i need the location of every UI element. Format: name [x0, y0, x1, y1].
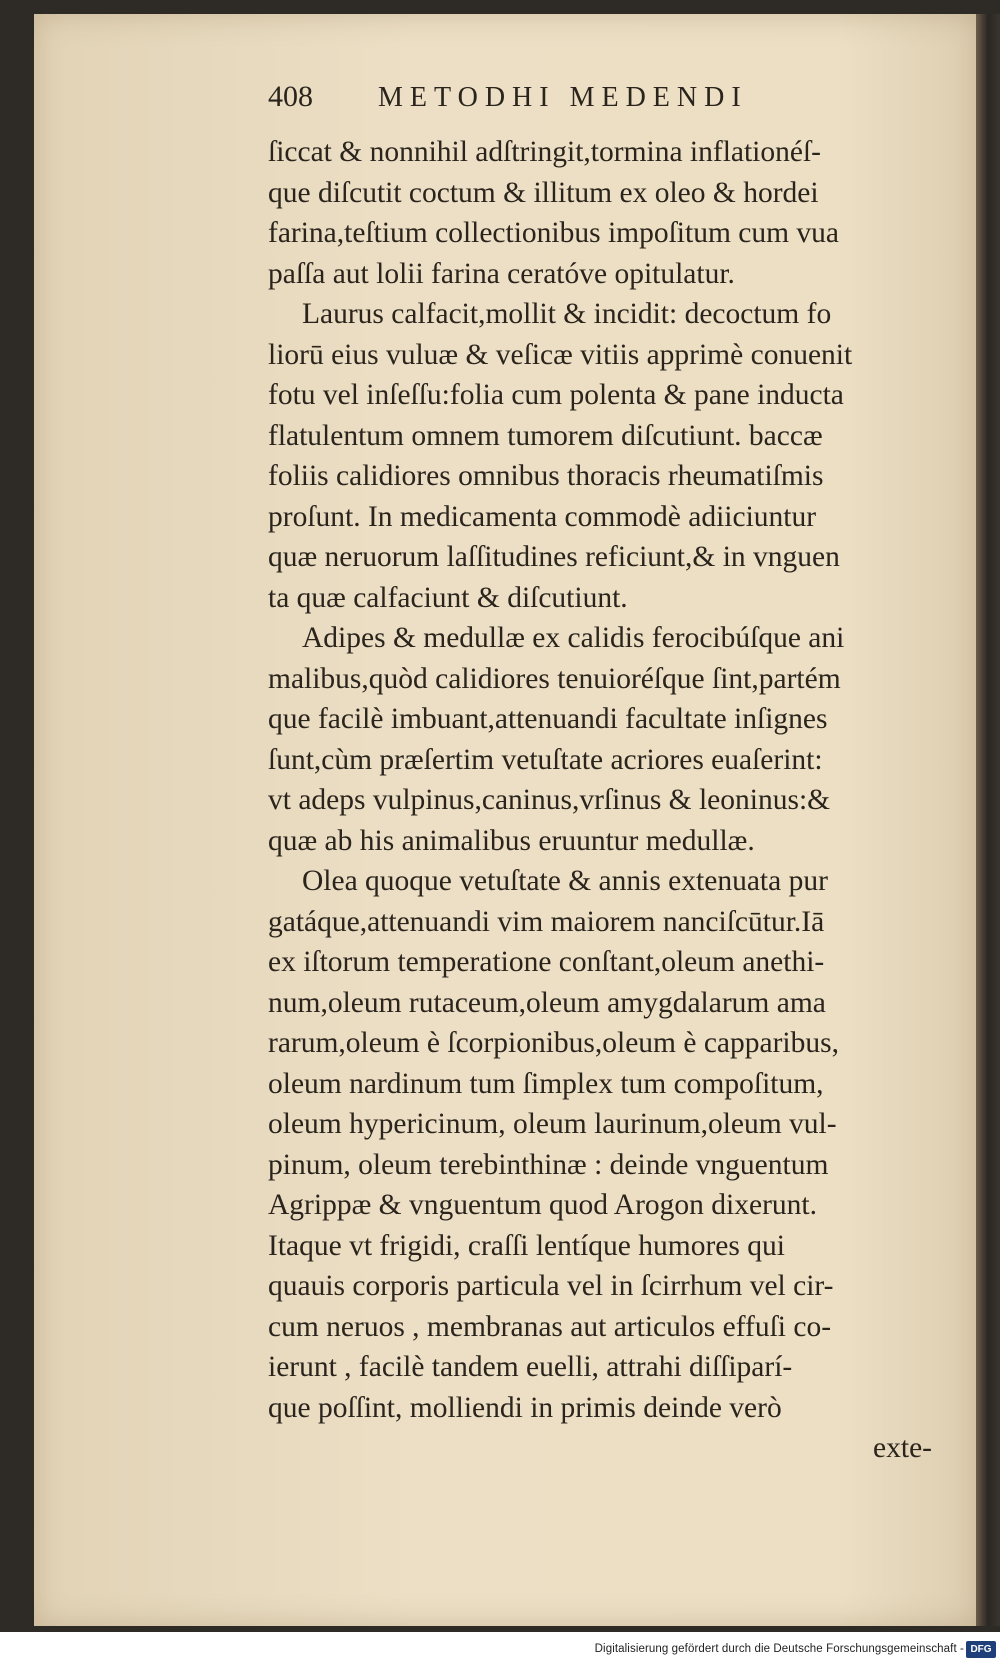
text-line: vt adeps vulpinus,caninus,vrſinus & leoninus:&	[268, 784, 831, 816]
text-line: oleum nardinum tum ſimplex tum compoſitum,	[268, 1067, 824, 1100]
page-header	[268, 80, 948, 132]
page-text	[268, 80, 948, 1469]
text-line: rarum,oleum è ſcorpionibus,oleum è capparibus,	[268, 1027, 839, 1059]
text-line: farina,teſtium collectionibus impoſitum cum vua	[268, 217, 840, 249]
text-line: ex iſtorum temperatione conſtant,oleum anethi-	[268, 946, 825, 978]
text-line: num,oleum rutaceum,oleum amygdalarum ama	[268, 986, 826, 1019]
page-number: 408	[268, 80, 313, 113]
text-line: Laurus calfacit,mollit & incidit: decoctum fo	[302, 298, 832, 330]
text-line: Itaque vt frigidi, craſſi lentíque humores qui	[268, 1229, 785, 1262]
funding-credit: Digitalisierung gefördert durch die Deutsche Forschungsgemeinschaft -	[594, 1643, 964, 1655]
text-line: Olea quoque vetuſtate & annis extenuata pur	[302, 865, 828, 897]
text-line: proſunt. In medicamenta commodè adiiciuntur	[268, 500, 817, 533]
text-line: gatáque,attenuandi vim maiorem nanciſcūtur.Iā	[268, 905, 825, 938]
text-line: quæ neruorum laſſitudines reficiunt,& in vnguen	[268, 541, 840, 573]
text-line: ſiccat & nonnihil adſtringit,tormina inflationéſ-	[268, 136, 821, 168]
text-line: cum neruos , membranas aut articulos effuſi co-	[268, 1310, 832, 1343]
text-line: fotu vel inſeſſu:folia cum polenta & pane inducta	[268, 379, 844, 411]
catchword: exte-	[873, 1432, 932, 1464]
text-line: ta quæ calfaciunt & diſcutiunt.	[268, 581, 628, 614]
text-line: ſunt,cùm præſertim vetuſtate acriores euaſerint:	[268, 743, 823, 776]
dfg-logo: DFG	[966, 1641, 996, 1658]
running-head: METODHI MEDENDI	[378, 82, 748, 113]
text-line: malibus,quòd calidiores tenuioréſque ſint,partém	[268, 662, 841, 695]
text-line: paſſa aut lolii farina ceratóve opitulatur.	[268, 257, 735, 290]
text-line: quæ ab his animalibus eruuntur medullæ.	[268, 824, 755, 857]
text-line: quauis corporis particula vel in ſcirrhum vel cir-	[268, 1270, 834, 1302]
text-line: que facilè imbuant,attenuandi facultate inſignes	[268, 703, 828, 735]
text-line: Adipes & medullæ ex calidis ferocibúſque ani	[302, 622, 845, 654]
text-line: que poſſint, molliendi in primis deinde verò	[268, 1391, 782, 1424]
digitization-footer	[0, 1632, 1000, 1670]
text-line: oleum hypericinum, oleum laurinum,oleum vul-	[268, 1108, 837, 1140]
text-line: Agrippæ & vnguentum quod Arogon dixerunt.	[268, 1189, 817, 1221]
text-line: que diſcutit coctum & illitum ex oleo & hordei	[268, 176, 819, 209]
text-line: pinum, oleum terebinthinæ : deinde vnguentum	[268, 1148, 829, 1181]
text-line: ierunt , facilè tandem euelli, attrahi diſſiparí-	[268, 1351, 793, 1383]
text-line: liorū eius vuluæ & veſicæ vitiis apprimè conuenit	[268, 338, 853, 371]
page-edge	[976, 14, 1000, 1626]
text-line: foliis calidiores omnibus thoracis rheumatiſmis	[268, 460, 824, 492]
text-line: flatulentum omnem tumorem diſcutiunt. baccæ	[268, 419, 823, 452]
